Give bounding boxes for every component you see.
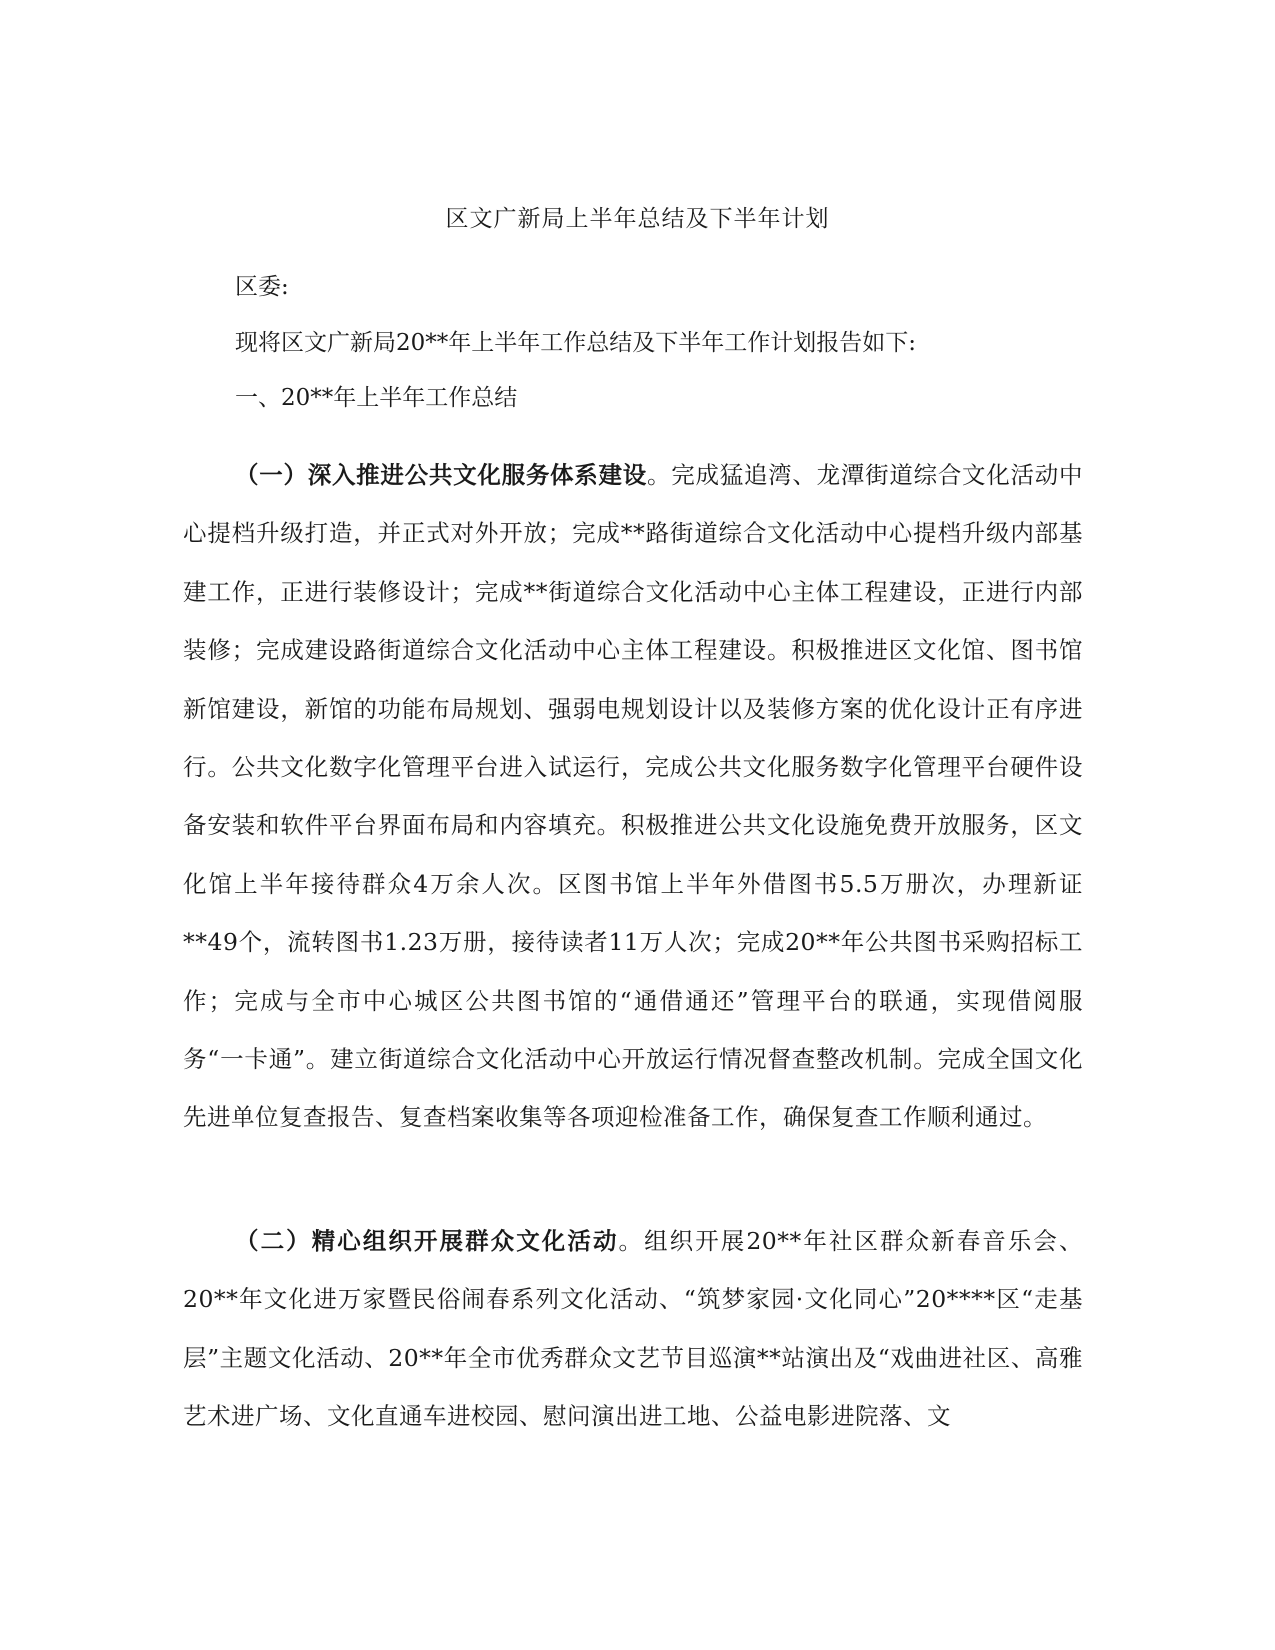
intro-paragraph: 现将区文广新局20**年上半年工作总结及下半年工作计划报告如下:: [235, 330, 917, 356]
section-heading: 一、20**年上半年工作总结: [235, 385, 518, 411]
document-title: 区文广新局上半年总结及下半年计划: [445, 206, 830, 232]
paragraph-mass-culture: [183, 1212, 1083, 1446]
paragraph-heading: （一）深入推进公共文化服务体系建设: [235, 461, 647, 489]
paragraph-body: 。完成猛追湾、龙潭街道综合文化活动中心提档升级打造，并正式对外开放；完成**路街道综合文化活动中心提档升级内部基建工作，正进行装修设计；完成**街道综合文化活动中心主体工程建设，正进行内部装修；完成建设路街道综合文化活动中心主体工程建设。积极推进区文化馆、图书馆新馆建设，新馆的功能布局规划、强弱电规划设计以及装修方案的优化设计正有序进行。公共文化数字化管理平台进入试运行，完成公共文化服务数字化管理平台硬件设备安装和软件平台界面布局和内容填充。积极推进公共文化设施免费开放服务，区文化馆上半年接待群众4万余人次。区图书馆上半年外借图书5.5万册次，办理新证**49个，流转图书1.23万册，接待读者11万人次；完成20**年公共图书采购招标工作；完成与全市中心城区公共图书馆的“通借通还”管理平台的联通，实现借阅服务“一卡通”。建立街道综合文化活动中心开放运行情况督查整改机制。完成全国文化先进单位复查报告、复查档案收集等各项迎检准备工作，确保复查工作顺利通过。: [183, 461, 1083, 1132]
paragraph-heading: （二）精心组织开展群众文化活动: [235, 1227, 619, 1255]
paragraph-body: 。组织开展20**年社区群众新春音乐会、20**年文化进万家暨民俗闹春系列文化活动、“筑梦家园·文化同心”20****区“走基层”主题文化活动、20**年全市优秀群众文艺节目巡演**站演出及“戏曲进社区、高雅艺术进广场、文化直通车进校园、慰问演出进工地、公益电影进院落、文: [183, 1227, 1083, 1431]
salutation: 区委:: [235, 274, 289, 300]
paragraph-public-culture: [183, 446, 1083, 1147]
